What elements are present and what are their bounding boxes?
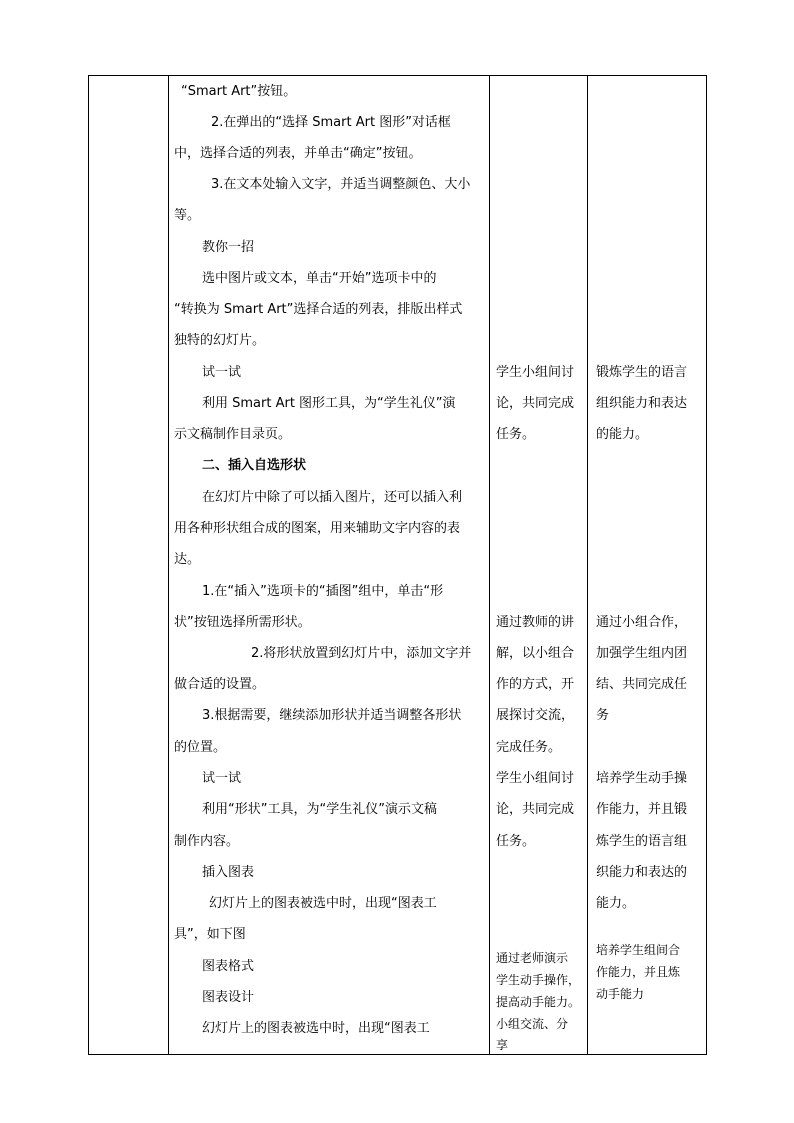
student-line: 论，共同完成 <box>496 802 575 817</box>
student-line: 通过教师的讲 <box>496 615 575 630</box>
intent-line: 锻炼学生的语言 <box>596 365 688 380</box>
content-line: 达。 <box>174 552 201 567</box>
content-line: 独特的幻灯片。 <box>174 333 266 348</box>
content-line: 做合适的设置。 <box>174 677 266 692</box>
content-line: 幻灯片上的图表被选中时，出现“图表工 <box>209 896 437 911</box>
content-line: 利用“形状”工具，为“学生礼仪”演示文稿 <box>202 802 437 817</box>
intent-line: 务 <box>596 708 610 723</box>
intent-line: 织能力和表达的 <box>596 865 688 880</box>
student-line: 小组交流、分 <box>496 1017 569 1031</box>
content-line: 具”，如下图 <box>174 927 246 942</box>
content-line: 2.将形状放置到幻灯片中，添加文字并 <box>251 646 472 661</box>
student-line: 作的方式，开 <box>496 677 575 692</box>
content-line: 在幻灯片中除了可以插入图片，还可以插入利 <box>202 490 463 505</box>
student-line: 完成任务。 <box>496 740 562 755</box>
student-line: 学生动手操作， <box>496 973 581 987</box>
content-line: 利用 Smart Art 图形工具，为“学生礼仪”演 <box>202 396 456 411</box>
intent-line: 炼学生的语言组 <box>596 834 688 849</box>
intent-line: 加强学生组内团 <box>596 646 688 661</box>
content-line: 教你一招 <box>202 240 255 255</box>
student-activity-column <box>490 76 587 1054</box>
section-heading: 二、插入自选形状 <box>202 458 307 473</box>
content-line: 的位置。 <box>174 740 227 755</box>
content-line: 状”按钮选择所需形状。 <box>174 615 311 630</box>
content-line: 3.根据需要，继续添加形状并适当调整各形状 <box>202 708 462 723</box>
content-line: 插入图表 <box>202 865 255 880</box>
student-line: 学生小组间讨 <box>496 365 575 380</box>
intent-line: 培养学生动手操 <box>596 771 688 786</box>
intent-line: 的能力。 <box>596 427 649 442</box>
student-line: 享 <box>496 1038 509 1052</box>
content-line: 图表格式 <box>202 959 255 974</box>
content-line: 2.在弹出的“选择 Smart Art 图形”对话框 <box>211 115 451 130</box>
content-line: 试一试 <box>202 365 242 380</box>
empty-first-column <box>89 76 168 1054</box>
lesson-plan-table <box>88 75 707 1055</box>
student-line: 任务。 <box>496 427 536 442</box>
content-line: 制作内容。 <box>174 834 240 849</box>
intent-line: 组织能力和表达 <box>596 396 688 411</box>
content-column <box>169 76 489 1054</box>
design-intent-column <box>588 76 706 1054</box>
student-line: 论，共同完成 <box>496 396 575 411</box>
content-line: 中，选择合适的列表，并单击“确定”按钮。 <box>174 146 422 161</box>
student-line: 通过老师演示 <box>496 951 569 965</box>
content-line: “Smart Art”按钮。 <box>181 84 297 99</box>
content-line: 用各种形状组合成的图案，用来辅助文字内容的表 <box>174 521 461 536</box>
intent-line: 培养学生组间合 <box>596 943 681 957</box>
student-line: 展探讨交流， <box>496 708 575 723</box>
content-line: 试一试 <box>202 771 242 786</box>
content-line: 3.在文本处输入文字，并适当调整颜色、大小 <box>211 177 471 192</box>
intent-line: 作能力，并且炼 <box>596 965 681 979</box>
intent-line: 动手能力 <box>596 987 645 1001</box>
content-line: 等。 <box>174 208 201 223</box>
intent-line: 结、共同完成任 <box>596 677 688 692</box>
student-line: 学生小组间讨 <box>496 771 575 786</box>
content-line: 幻灯片上的图表被选中时，出现“图表工 <box>202 1021 430 1036</box>
student-line: 任务。 <box>496 834 536 849</box>
content-line: 图表设计 <box>202 990 255 1005</box>
student-line: 解，以小组合 <box>496 646 575 661</box>
student-line: 提高动手能力。 <box>496 995 581 1009</box>
content-line: “转换为 Smart Art”选择合适的列表，排版出样式 <box>174 302 463 317</box>
intent-line: 通过小组合作， <box>596 615 688 630</box>
content-line: 1.在“插入”选项卡的“插图”组中，单击“形 <box>202 584 444 599</box>
intent-line: 能力。 <box>596 896 636 911</box>
content-line: 示文稿制作目录页。 <box>174 427 292 442</box>
content-line: 选中图片或文本，单击“开始”选项卡中的 <box>202 271 437 286</box>
intent-line: 作能力，并且锻 <box>596 802 688 817</box>
